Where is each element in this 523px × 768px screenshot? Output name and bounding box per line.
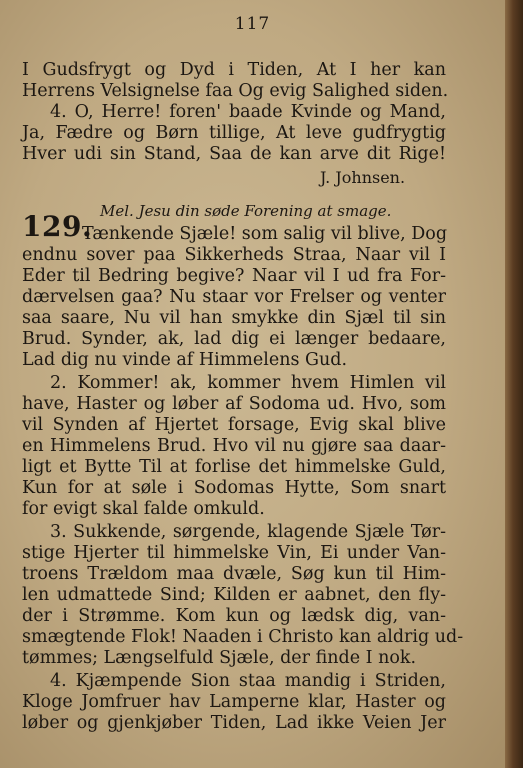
text-line: vil Synden af Hjertet forsage, Evig skal blive bbox=[22, 415, 446, 435]
text-line: ligt et Bytte Til at forlise det himmelske Guld, bbox=[22, 457, 446, 477]
text-line: Eder til Bedring begive? Naar vil I ud fra For- bbox=[22, 266, 446, 286]
melody-note: Mel. Jesu din søde Forening at smage. bbox=[100, 202, 392, 220]
page-number: 117 bbox=[234, 14, 271, 34]
text-line: løber og gjenkjøber Tiden, Lad ikke Veien Jer bbox=[22, 713, 446, 733]
author-signature: J. Johnsen. bbox=[320, 168, 406, 187]
text-line: len udmattede Sind; Kilden er aabnet, den fly- bbox=[22, 585, 446, 605]
text-line: for evigt skal falde omkuld. bbox=[22, 499, 265, 519]
text-line: saa saare, Nu vil han smykke din Sjæl til sin bbox=[22, 308, 446, 328]
text-line: Hver udi sin Stand, Saa de kan arve dit Rige! bbox=[22, 144, 446, 164]
text-line: Lad dig nu vinde af Himmelens Gud. bbox=[22, 350, 348, 370]
text-line: I Gudsfrygt og Dyd i Tiden, At I her kan bbox=[22, 60, 446, 80]
text-line: der i Strømme. Kom kun og lædsk dig, van- bbox=[22, 606, 446, 626]
text-line: Brud. Synder, ak, lad dig ei længer bedaare, bbox=[22, 329, 446, 349]
text-line: 3. Sukkende, sørgende, klagende Sjæle Tør- bbox=[50, 522, 446, 542]
text-line: tømmes; Længselfuld Sjæle, der finde I nok. bbox=[22, 648, 417, 668]
text-line: 4. Kjæmpende Sion staa mandig i Striden, bbox=[50, 671, 446, 691]
text-line: stige Hjerter til himmelske Vin, Ei under Van- bbox=[22, 543, 446, 563]
text-line: troens Trældom maa dvæle, Søg kun til Him- bbox=[22, 564, 446, 584]
text-line: endnu sover paa Sikkerheds Straa, Naar vil I bbox=[22, 245, 446, 265]
text-line: smægtende Flok! Naaden i Christo kan aldrig ud- bbox=[22, 627, 464, 647]
text-line: Kloge Jomfruer hav Lamperne klar, Haster og bbox=[22, 692, 446, 712]
text-line: en Himmelens Brud. Hvo vil nu gjøre saa daar- bbox=[22, 436, 446, 456]
book-spine-edge bbox=[505, 0, 523, 768]
text-line: Herrens Velsignelse faa Og evig Salighed siden. bbox=[22, 81, 449, 101]
text-line: 2. Kommer! ak, kommer hvem Himlen vil bbox=[50, 373, 446, 393]
text-line: 4. O, Herre! foren' baade Kvinde og Mand, bbox=[50, 102, 446, 122]
text-line: dærvelsen gaa? Nu staar vor Frelser og venter bbox=[22, 287, 446, 307]
hymn-number: 129. bbox=[22, 210, 93, 243]
text-line: Tænkende Sjæle! som salig vil blive, Dog bbox=[82, 224, 448, 244]
text-line: have, Haster og løber af Sodoma ud. Hvo, som bbox=[22, 394, 446, 414]
text-line: Ja, Fædre og Børn tillige, At leve gudfrygtig bbox=[22, 123, 446, 143]
text-line: Kun for at søle i Sodomas Hytte, Som snart bbox=[22, 478, 446, 498]
